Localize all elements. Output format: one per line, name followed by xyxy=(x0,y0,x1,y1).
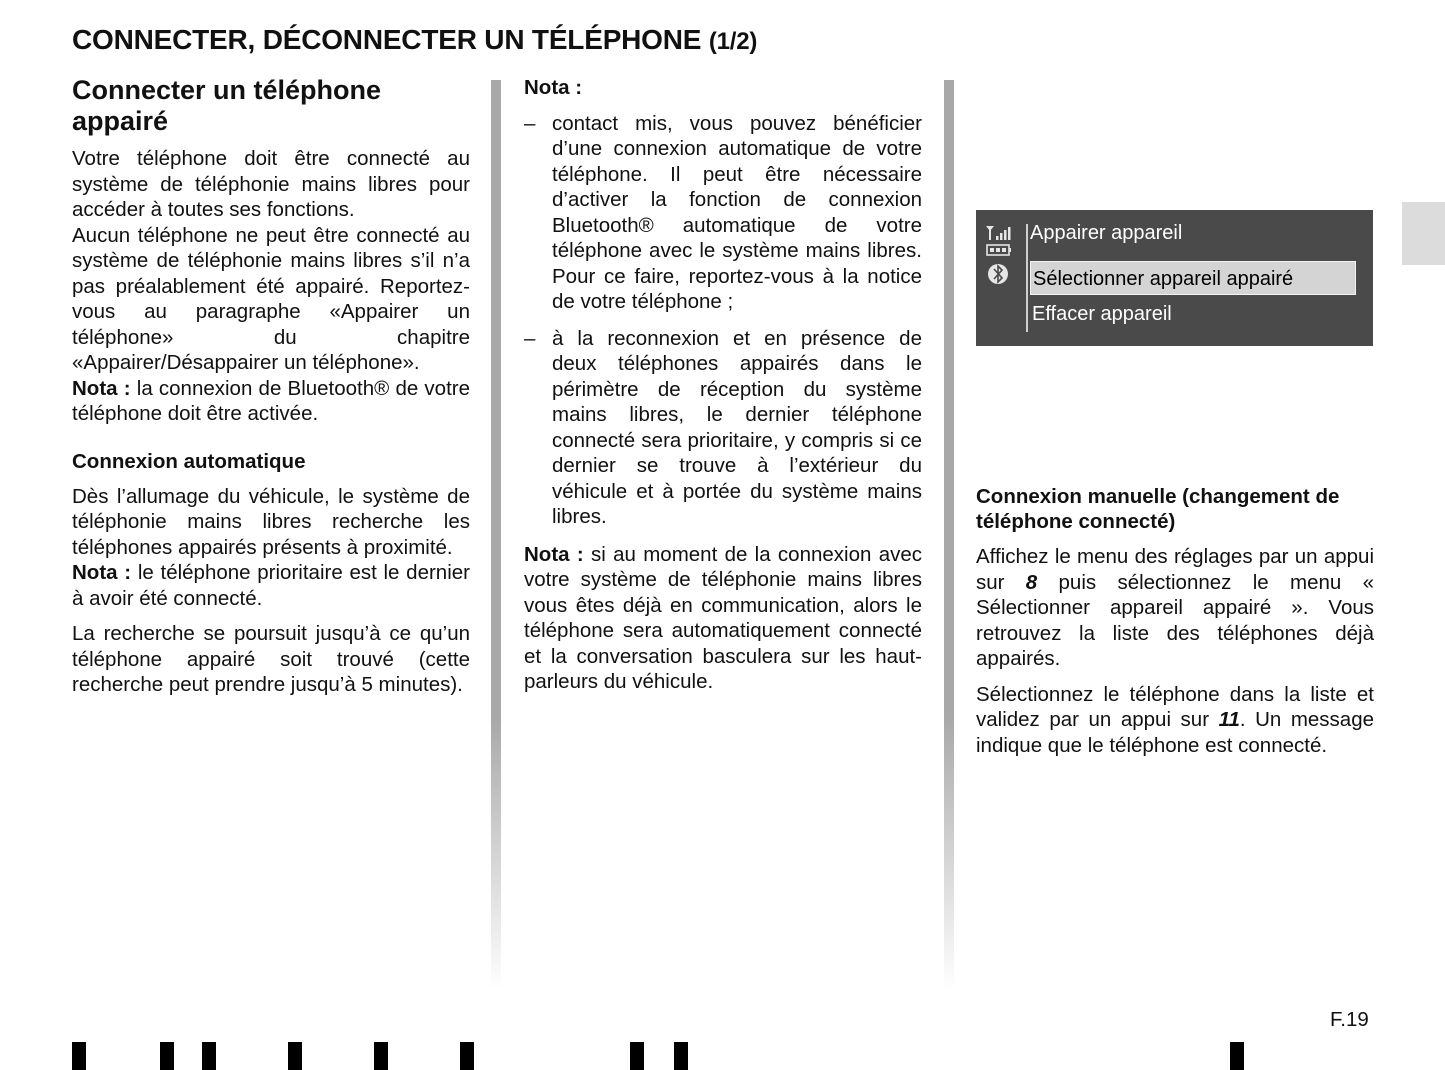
bluetooth-icon xyxy=(988,264,1008,284)
list-item xyxy=(524,326,922,530)
nota-label: Nota : xyxy=(524,542,584,566)
nota-label: Nota : xyxy=(72,561,132,584)
menu-title: Appairer appareil xyxy=(1030,222,1183,244)
nota-text: la connexion de Bluetooth® de votre téléphone doit être activée. xyxy=(72,376,471,425)
page-number: F.19 xyxy=(1330,1008,1369,1031)
menu-item-delete-device[interactable]: Effacer appareil xyxy=(1032,303,1172,325)
paragraph-auto-search: Dès l’allumage du véhicule, le système de téléphonie mains libres recherche les téléphones appairés présents à proximité. xyxy=(72,484,470,559)
nota-text: si au moment de la connexion avec votre système de téléphonie mains libres vous êtes déjà en communication, alors le téléphone sera automatiquement connecté et la conversation basculera sur les haut-parleurs du véhicule. xyxy=(524,542,922,693)
nota-bullet-list xyxy=(524,111,922,530)
paragraph-intro: Votre téléphone doit être connecté au système de téléphonie mains libres pour accéder à toutes ses fonctions. xyxy=(72,147,470,221)
page-title xyxy=(72,24,757,56)
page-title-text: CONNECTER, DÉCONNECTER UN TÉLÉPHONE xyxy=(72,24,702,55)
subheading-manual-connection: Connexion manuelle (changement de téléphone connecté) xyxy=(976,485,1340,533)
list-item xyxy=(524,111,922,315)
paragraph-select-phone: Sélectionnez le téléphone dans la liste et validez par un appui sur 11. Un message indique que le téléphone est connecté. xyxy=(976,682,1374,757)
screen-divider xyxy=(1026,224,1028,332)
menu-item-select-paired-device[interactable]: Sélectionner appareil appairé xyxy=(1030,261,1356,295)
nota-label: Nota : xyxy=(72,376,131,400)
column-divider-right xyxy=(944,80,954,990)
subheading-auto-connection: Connexion automatique xyxy=(72,449,306,473)
list-item-text: contact mis, vous pouvez bénéficier d’une connexion automatique de votre téléphone. Il peut être nécessaire d’activer la fonction de connexion Bluetooth® automatique de votre téléphone avec le système mains libres. Pour ce faire, reportez-vous à la notice de votre téléphone ; xyxy=(552,111,922,313)
dash-bullet: – xyxy=(524,111,536,135)
key-reference-8: 8 xyxy=(1025,570,1038,594)
display-screen-illustration xyxy=(976,210,1373,346)
paragraph-settings-menu: Affichez le menu des réglages par un appui sur 8 puis sélectionnez le menu « Sélectionner appareil appairé ». Vous retrouvez la liste des téléphones déjà appairés. xyxy=(976,545,1374,670)
nota-priority xyxy=(72,560,470,611)
nota-text: le téléphone prioritaire est le dernier à avoir été connecté. xyxy=(72,561,470,610)
column-middle xyxy=(524,75,922,695)
dash-bullet: – xyxy=(524,326,536,350)
signal-icon xyxy=(986,226,1011,240)
column-left xyxy=(72,75,470,698)
page-part-indicator: (1/2) xyxy=(708,28,758,55)
column-divider-left xyxy=(491,80,501,990)
section-heading: Connecter un téléphone appairé xyxy=(72,75,382,136)
paragraph-pairing-required: Aucun téléphone ne peut être connecté au système de téléphonie mains libres s’il n’a pas préalablement été appairé. Reportez-vous au paragraphe «Appairer un téléphone» du chapitre «Appairer/Désappairer un téléphone». xyxy=(72,223,470,374)
key-reference-11: 11 xyxy=(1218,708,1240,731)
column-right xyxy=(976,484,1374,758)
status-icons xyxy=(984,220,1012,320)
chapter-tab-marker xyxy=(1402,202,1445,265)
list-item-text: à la reconnexion et en présence de deux téléphones appairés dans le périmètre de réception du système mains libres, le dernier téléphone connecté sera prioritaire, y compris si ce dernier se trouve à l’extérieur du véhicule et à portée du système mains libres. xyxy=(552,326,922,528)
nota-heading: Nota : xyxy=(524,76,583,99)
battery-icon xyxy=(987,245,1011,255)
nota-bluetooth xyxy=(72,376,470,427)
nota-in-call xyxy=(524,542,922,695)
paragraph-search-duration: La recherche se poursuit jusqu’à ce qu’un téléphone appairé soit trouvé (cette recherche peut prendre jusqu’à 5 minutes). xyxy=(72,622,470,696)
printer-crop-marks xyxy=(0,1042,1445,1070)
